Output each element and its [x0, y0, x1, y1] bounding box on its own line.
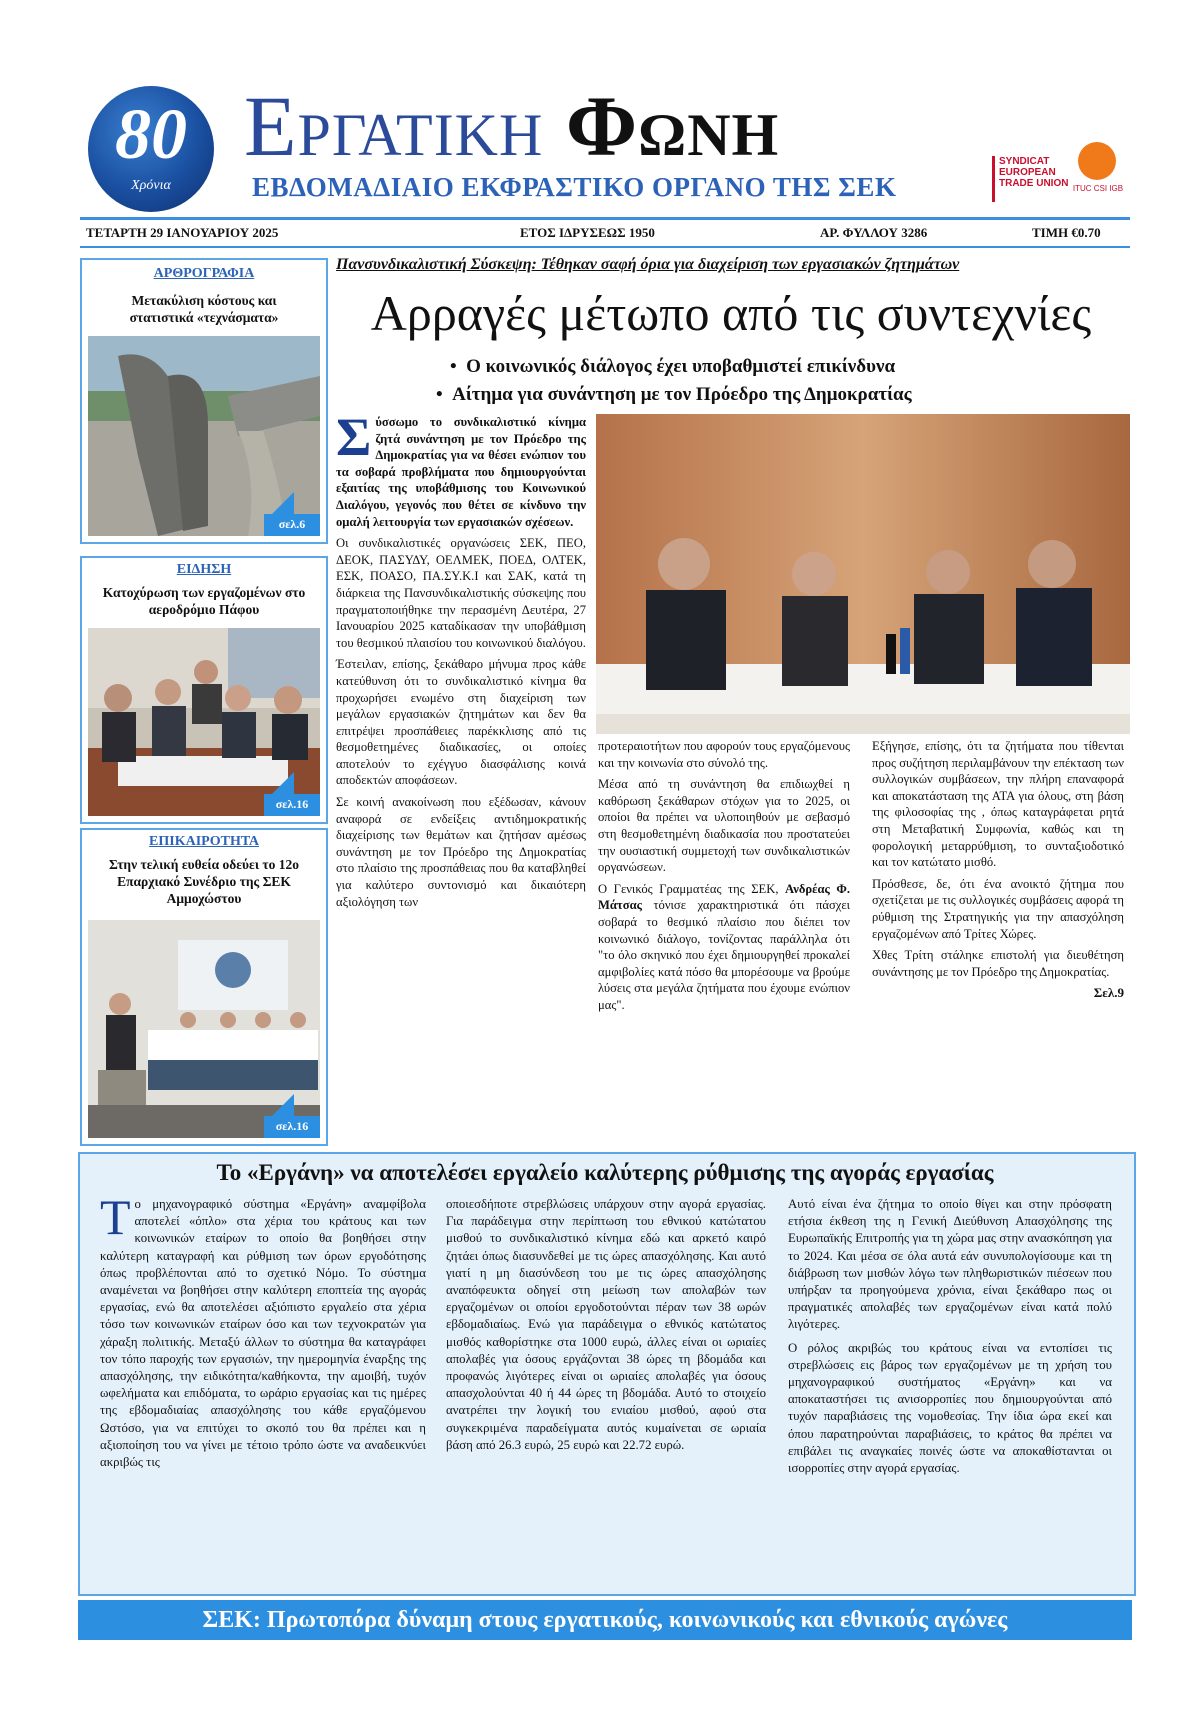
page-ref-corner — [270, 492, 294, 516]
lead-bullet-2: • Αίτημα για συνάντηση με τον Πρόεδρο της Δημοκρατίας — [436, 384, 912, 405]
paragraph: Πρόσθεσε, δε, ότι ένα ανοικτό ζήτημα που σχετίζεται με τις συλλογικές συμβάσεις αφορά τη ρύθμιση της Στρατηγικής για την απασχόληση εργαζομένων από Τρίτες Χώρες. — [872, 876, 1124, 941]
paragraph: οποιεσδήποτε στρεβλώσεις υπάρχουν στην αγορά εργασίας. Για παράδειγμα στην περίπτωση του εθνικού κατώτατου μισθού το συνδικαλιστικό κίνημα εδώ και αρκετό καιρό ζητάει όπως διασυνδεθεί με τις ώρες απασχόλησης. Και αυτό γιατί η μη διασύνδεση του με τις ώρες απασχόλησης αναπόφευκτα οδηγεί στη μείωση των απολαβών των εργαζομένων οι οποίοι εργοδοτούνται πέραν των 38 ωρών εβδομαδιαίως. Ενώ για παράδειγμα ο εθνικός κατώτατος μισθός καθορίστηκε στα 1000 ευρώ, άλλες είναι οι ωριαίες απολαβές για όσους εργάζονται 38 ώρες τη βδομάδα και προφανώς λιγότερες είναι οι ωριαίες απολαβές για όσους απασχολούνται 40 ή 44 ώρες τη βδομάδα. Αυτό το στοιχείο ανατρέπει την λογική του ενιαίου μισθού, αφού στα συγκεκριμένα παραδείγματα αυτός κυμαίνεται σε ωριαία βάση από 26.3 ευρώ, 25 ευρώ και 22.72 ευρώ. — [446, 1197, 766, 1452]
paragraph: Σε κοινή ανακοίνωση που εξέδωσαν, κάνουν αναφορά σε ενδείξεις αντιδημοκρατικής διαχείρισης των θεμάτων και ζητήσαν αμέσως συνάντηση με τον Πρόεδρο της Δημοκρατίας στο πλαίσιο της προσπάθειας που θα καταβληθεί για καλύτερο συντονισμό και δικαιότερη αξιολόγηση των — [336, 795, 586, 909]
lead-dropcap: Σ — [336, 407, 372, 467]
ituc-logo-icon — [1078, 142, 1116, 180]
bottom-dropcap: Τ — [100, 1189, 131, 1245]
title-part-1: Εργατικη — [244, 78, 544, 174]
price: ΤΙΜΗ €0.70 — [1032, 225, 1101, 240]
sidebar-section-label: ΕΙΔΗΣΗ — [176, 562, 232, 577]
top-rule — [80, 217, 1130, 220]
sidebar-box-opinion[interactable] — [80, 258, 328, 544]
lead-column-2 — [598, 738, 850, 1118]
text-span: Ο Γενικός Γραμματέας της ΣΕΚ, — [598, 881, 786, 896]
bottom-article-title: Το «Εργάνη» να αποτελέσει εργαλείο καλύτερης ρύθμισης της αγοράς εργασίας — [216, 1160, 994, 1185]
press-conference-photo — [596, 414, 1130, 734]
paragraph: Οι συνδικαλιστικές οργανώσεις ΣΕΚ, ΠΕΟ, ΔΕΟΚ, ΠΑΣΥΔΥ, ΟΕΛΜΕΚ, ΠΟΕΔ, ΟΛΤΕΚ, ΕΣΚ, ΠΟΑΣΟ, ΠΑ.ΣΥ.Κ.Ι και ΣΑΚ, κατά τη διάρκεια της Πανσυνδικαλιστικής σύσκεψης που πραγματοποιήθηκε την περασμένη Δευτέρα, 27 Ιανουαρίου 2025 καταδίκασαν την υποβάθμιση του θεσμικού πλαισίου του κοινωνικού διαλόγου. — [336, 536, 586, 650]
issue-number: ΑΡ. ΦΥΛΛΟΥ 3286 — [820, 225, 928, 240]
paragraph — [100, 1189, 426, 1471]
lead-page-ref[interactable]: Σελ.9 — [1093, 985, 1124, 1001]
bottom-rule — [80, 246, 1130, 248]
lead-intro — [336, 407, 586, 530]
newspaper-title — [244, 78, 779, 174]
page-ref: σελ.16 — [264, 1116, 320, 1138]
page-ref: σελ.16 — [264, 794, 320, 816]
footer-banner: ΣΕΚ: Πρωτοπόρα δύναμη στους εργατικούς, κοινωνικούς και εθνικούς αγώνες — [78, 1600, 1132, 1640]
info-bar — [80, 222, 1130, 244]
lead-bullet-text: Ο κοινωνικός διάλογος έχει υποβαθμιστεί επικίνδυνα — [466, 356, 896, 377]
paragraph — [598, 881, 850, 1014]
lead-headline: Αρραγές μέτωπο από τις συντεχνίες — [370, 285, 1092, 341]
page-ref-corner — [270, 772, 294, 796]
paragraph: Ο ρόλος ακριβώς του κράτους είναι να εντοπίσει τις στρεβλώσεις εις βάρος των εργαζομένων με τη χρήση του μηχανογραφικού συστήματος «Εργάνη» και να αποκαταστήσει τις ανισορροπίες που δημιουργούνται από τυχόν παραβιάσεις της νομοθεσίας. Την ίδια ώρα εκεί και όπου παρατηρούνται παραβιάσεις, το κράτος θα πρέπει να επιβάλει τις αναγκαίες ποινές ώστε να αποκαθίστανται οι ισορροπίες στην αγορά εργασίας. — [788, 1340, 1112, 1476]
lead-column-3 — [872, 738, 1124, 1118]
lead-intro-text: ύσσωμο το συνδικαλιστικό κίνημα ζητά συνάντηση με τον Πρόεδρο της Δημοκρατίας για να θέσει ενώπιον του τα σοβαρά προβλήματα που δημιουργούνται εξαιτίας της υποβάθμισης του Κοινωνικού Διαλόγου, γεγονός που θέτει σε κίνδυνο την ομαλή λειτουργία των εργασιακών σχέσεων. — [336, 415, 586, 529]
lead-kicker: Πανσυνδικαλιστική Σύσκεψη: Τέθηκαν σαφή όρια για διαχείριση των εργασιακών ζητημάτων — [336, 256, 960, 273]
lead-bullet-text: Αίτημα για συνάντηση με τον Πρόεδρο της Δημοκρατίας — [452, 384, 912, 405]
sidebar-section-label: ΑΡΘΡΟΓΡΑΦΙΑ — [153, 266, 255, 281]
title-part-2: Φωνη — [565, 78, 780, 174]
paragraph: Χθες Τρίτη στάληκε επιστολή για διευθέτηση συνάντησης με τον Πρόεδρο της Δημοκρατίας. — [872, 948, 1124, 979]
sidebar-article-title[interactable]: Κατοχύρωση των εργαζομένων στο αεροδρόμιο Πάφου — [102, 585, 306, 617]
etuc-logo: SYNDICAT EUROPEAN TRADE UNION — [992, 156, 1069, 202]
bottom-column-1 — [100, 1189, 426, 1586]
sidebar-article-title[interactable]: Στην τελική ευθεία οδεύει το 12ο Επαρχιακό Συνέδριο της ΣΕΚ Αμμοχώστου — [109, 857, 299, 906]
paragraph: Αυτό είναι ένα ζήτημα το οποίο θίγει και στην πρόσφατη ετήσια έκθεση της η Γενική Διεύθυνση Απασχόλησης της Ευρωπαϊκής Επιτροπής για τη χώρα μας στην ανασκόπηση για το 2024. Και μέσα σε όλα αυτά εάν συνυπολογίσουμε και τη διάβρωση των μισθών λόγω των πληθωριστικών πιέσεων που υπήρξαν τα προηγούμενα χρόνια, είναι ξεκάθαρο πως οι πραγματικές απολαβές των εργαζομένων είναι κατά πολύ λιγότερες. — [788, 1197, 1112, 1332]
bottom-column-2 — [446, 1196, 766, 1586]
lead-bullet-1: • Ο κοινωνικός διάλογος έχει υποβαθμιστεί επικίνδυνα — [450, 356, 896, 377]
ituc-logo-text: ITUC CSI IGB — [1072, 184, 1124, 193]
paragraph: Έστειλαν, επίσης, ξεκάθαρο μήνυμα προς κάθε κατεύθυνση ότι το συνδικαλιστικό κίνημα θα προχωρήσει ενωμένο στη διαχείριση των μεγάλων εργασιακών ζητημάτων και δεν θα επιτρέψει προσπάθειες παρέκκλισης από τις θεσμοθετημένες διαδικασίες, οι οποίες αποτελούν το εχέγγυο διασφάλισης κοινά αποδεκτών αποφάσεων. — [336, 657, 586, 788]
issue-date: ΤΕΤΑΡΤΗ 29 ΙΑΝΟΥΑΡΙΟΥ 2025 — [86, 225, 279, 240]
text-span: τόνισε χαρακτηριστικά ότι πάσχει σοβαρά το θεσμικό πλαίσιο που διέπει τον κοινωνικό διάλογο, τονίζοντας παράλληλα ότι "το όλο σκηνικό που έχει δημιουργηθεί προκαλεί αμφιβολίες κατά πόσο θα μπορέσουμε να βρούμε λύσεις στα μεγάλα ζητήματα που έχουμε ενώπιον μας". — [598, 898, 850, 1012]
sidebar-box-news[interactable] — [80, 556, 328, 824]
page-ref-corner — [270, 1094, 294, 1118]
person-name: Ανδρέας Φ. Μάτσας — [598, 881, 850, 913]
founded-year: ΕΤΟΣ ΙΔΡΥΣΕΩΣ 1950 — [520, 225, 655, 240]
sidebar-article-title[interactable]: Μετακύλιση κόστους και στατιστικά «τεχνάσματα» — [129, 293, 279, 325]
bottom-column-3 — [788, 1196, 1112, 1586]
sidebar-box-current-affairs[interactable] — [80, 828, 328, 1146]
paragraph: Εξήγησε, επίσης, ότι τα ζητήματα που τίθενται προς συζήτηση περιλαμβάνουν την επέκταση των συλλογικών συμβάσεων, την πλήρη επαναφορά και αποκατάσταση της ΑΤΑ για όλους, στη βάση της φιλοσοφίας της , όπως καταγράφεται ρητά στη Μεταβατική Συμφωνία, καθώς και τη φορολογική μεταρρύθμιση, το συνταξιοδοτικό και τον κατώτατο μισθό. — [872, 739, 1124, 870]
newspaper-subtitle: ΕΒΔΟΜΑΔΙΑΙΟ ΕΚΦΡΑΣΤΙΚΟ ΟΡΓΑΝΟ ΤΗΣ ΣΕΚ — [252, 172, 897, 202]
page-ref: σελ.6 — [264, 514, 320, 536]
80-years-logo — [88, 86, 214, 212]
logo-years: Χρόνια — [131, 178, 171, 193]
lead-column-1 — [336, 407, 586, 1114]
paragraph: προτεραιοτήτων που αφορούν τους εργαζόμενους και την κοινωνία στο σύνολό της. — [598, 739, 850, 770]
sidebar-section-label: ΕΠΙΚΑΙΡΟΤΗΤΑ — [149, 834, 259, 849]
paragraph: Μέσα από τη συνάντηση θα επιδιωχθεί η καθόρωση ξεκάθαρων στόχων για το 2025, οι οποίοι θα πρέπει να υλοποιηθούν με σεβασμό στη θεσμοθετημένη διαδικασία που προστατεύει την ουσιαστική συμμετοχή των συνδικαλιστικών οργανώσεων. — [598, 777, 850, 875]
logo-number: 80 — [115, 94, 187, 174]
paragraph-text: ο μηχανογραφικό σύστημα «Εργάνη» αναμφίβολα αποτελεί «όπλο» στα χέρια του κράτους και των κοινωνικών εταίρων το οποίο θα βοηθήσει στην καλύτερη καταγραφή και ρύθμιση των όρων εργοδότησης όπως προβλέπονται από το σχετικό Νόμο. Το σύστημα αναμένεται να βοηθήσει στην καλύτερη εποπτεία της αγοράς εργασίας, ενώ θα αποτελέσει αξιόπιστο εργαλείο στα χέρια τόσο των κοινωνικών εταίρων όσο και των τεχνοκρατών για χάραξη πολιτικής. Μεταξύ άλλων το σύστημα θα καταγράφει τον τόπο παροχής των εργασιών, την ημερομηνία έναρξης της απασχόλησης, την ειδικότητα/καθήκοντα, την αμοιβή, τυχόν ωφελήματα και επιδόματα, το ωράριο εργασίας και τις ημέρες της εβδομαδιαίας απασχόλησης του κάθε εργαζόμενου Ωστόσο, για να επιτύχει το σκοπό του θα πρέπει και η αξιοποίηση του να γίνει με τέτοιο τρόπο ώστε να αναδεικνύει ακριβώς τις — [100, 1197, 426, 1470]
